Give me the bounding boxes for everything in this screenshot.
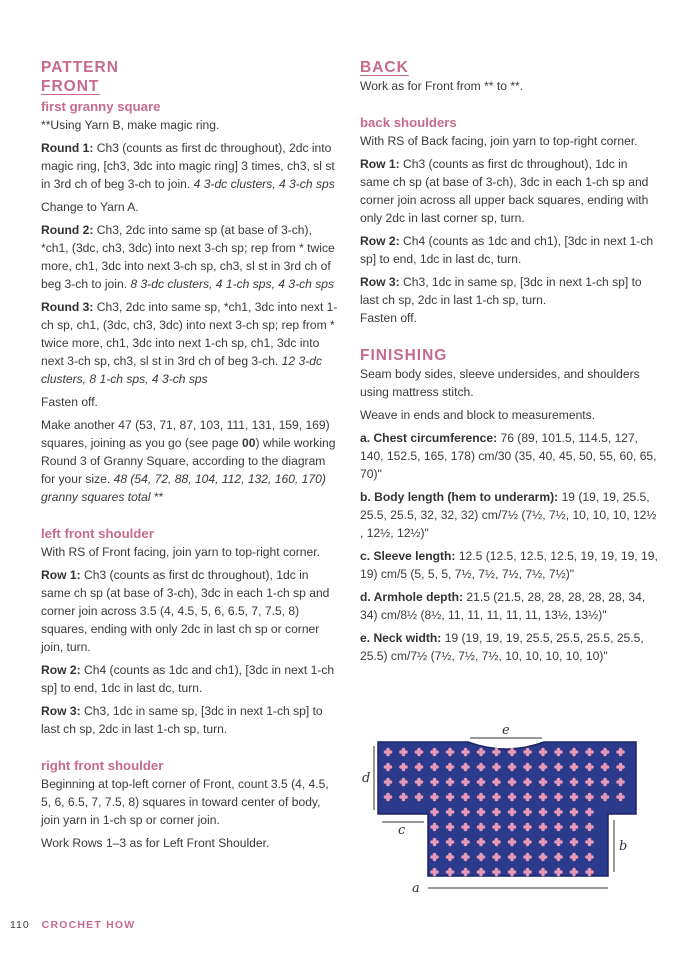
measure-d-label: d. Armhole depth: xyxy=(360,590,464,604)
dot-petal xyxy=(495,780,499,784)
granny-round-3 xyxy=(41,298,341,388)
dot-petal xyxy=(448,765,452,769)
back-heading: BACK xyxy=(360,59,409,76)
dot-petal xyxy=(448,795,452,799)
dot-petal xyxy=(402,780,406,784)
dot-petal xyxy=(557,810,561,814)
dot-petal xyxy=(526,855,530,859)
dot-petal xyxy=(464,795,468,799)
measure-a-text: 76 (89, 101.5, 114.5, 127, 140, 152.5, 165, 178) cm/30 (35, 40, 45, 50, 55, 60, 65, 70)" xyxy=(360,431,657,481)
dot-petal xyxy=(572,795,576,799)
dot-petal xyxy=(588,870,592,874)
dot-petal xyxy=(479,765,483,769)
dot-petal xyxy=(572,825,576,829)
dot-petal xyxy=(417,765,421,769)
lf-row-3-label: Row 3: xyxy=(41,704,81,718)
dot-petal xyxy=(619,795,623,799)
dot-petal xyxy=(603,750,607,754)
left-front-row-3 xyxy=(41,702,341,738)
dot-petal xyxy=(541,750,545,754)
dot-petal xyxy=(588,810,592,814)
first-granny-square-heading: first granny square xyxy=(41,99,161,114)
dot-petal xyxy=(448,840,452,844)
dot-petal xyxy=(417,795,421,799)
right-front-shoulder-heading: right front shoulder xyxy=(41,758,164,773)
round-1-count: 4 3-dc clusters, 4 3-ch sps xyxy=(193,177,335,191)
dot-petal xyxy=(541,855,545,859)
bs-row-3-label: Row 3: xyxy=(360,275,400,289)
measure-a-label: a. Chest circumference: xyxy=(360,431,498,445)
dot-petal xyxy=(464,780,468,784)
dot-petal xyxy=(417,750,421,754)
measure-c-text: 12.5 (12.5, 12.5, 12.5, 19, 19, 19, 19, 19) cm/5 (5, 5, 5, 7½, 7½, 7½, 7½, 7½)" xyxy=(360,549,658,581)
granny-fasten-off: Fasten off. xyxy=(41,395,98,409)
book-title: CROCHET HOW xyxy=(41,919,136,931)
dot-petal xyxy=(479,855,483,859)
dot-petal xyxy=(402,765,406,769)
dot-petal xyxy=(510,780,514,784)
left-front-row-2 xyxy=(41,661,341,697)
bs-row-3-text: Ch3, 1dc in same sp, [3dc in next 1-ch sp] to last ch sp, 2dc in last 1-ch sp, turn. xyxy=(360,275,642,307)
dot-petal xyxy=(495,855,499,859)
dot-petal xyxy=(479,825,483,829)
dot-petal xyxy=(510,765,514,769)
label-c: c xyxy=(398,823,406,838)
back-row-3 xyxy=(360,273,660,309)
round-3-count: 12 3-dc clusters, 8 1-ch sps, 4 3-ch sps xyxy=(41,354,322,386)
round-1-label: Round 1: xyxy=(41,141,94,155)
page-number: 110 xyxy=(10,919,30,931)
dot-petal xyxy=(572,780,576,784)
dot-petal xyxy=(495,840,499,844)
measure-c xyxy=(360,547,660,583)
dot-petal xyxy=(572,810,576,814)
lf-row-3-text: Ch3, 1dc in same sp, [3dc in next 1-ch sp] to last ch sp, 2dc in last 1-ch sp, turn. xyxy=(41,704,323,736)
make-text-b: ) while working Round 3 of Granny Square, according to the diagram for your size. xyxy=(41,436,336,486)
dot-petal xyxy=(526,795,530,799)
dot-petal xyxy=(603,765,607,769)
dot-petal xyxy=(464,870,468,874)
dot-petal xyxy=(541,825,545,829)
dot-petal xyxy=(479,795,483,799)
sweater-body-shape xyxy=(378,742,636,876)
schematic-svg xyxy=(356,726,656,901)
measure-a xyxy=(360,429,660,483)
left-column xyxy=(41,58,341,857)
dot-petal xyxy=(557,840,561,844)
dot-petal xyxy=(526,750,530,754)
dot-petal xyxy=(433,840,437,844)
finishing-seam: Seam body sides, sleeve undersides, and shoulders using mattress stitch. xyxy=(360,367,640,399)
dot-petal xyxy=(433,765,437,769)
measure-c-label: c. Sleeve length: xyxy=(360,549,456,563)
dot-petal xyxy=(557,855,561,859)
page-footer xyxy=(10,919,135,931)
measure-b-label: b. Body length (hem to underarm): xyxy=(360,490,559,504)
dot-petal xyxy=(433,780,437,784)
label-a: a xyxy=(412,881,420,896)
dot-petal xyxy=(479,780,483,784)
dot-petal xyxy=(464,840,468,844)
dot-petal xyxy=(510,825,514,829)
left-front-intro: With RS of Front facing, join yarn to top-right corner. xyxy=(41,545,320,559)
dot-petal xyxy=(479,840,483,844)
back-row-2 xyxy=(360,232,660,268)
dot-petal xyxy=(510,870,514,874)
bs-row-1-label: Row 1: xyxy=(360,157,400,171)
right-front-work: Work Rows 1–3 as for Left Front Shoulder. xyxy=(41,836,270,850)
finishing-weave: Weave in ends and block to measurements. xyxy=(360,408,596,422)
dot-petal xyxy=(495,825,499,829)
lf-row-1-label: Row 1: xyxy=(41,568,81,582)
lf-row-1-text: Ch3 (counts as first dc throughout), 1dc in same ch sp (at base of 3-ch), 3dc in each 1-ch sp and corner join across 3.5 (4, 4.5, 5, 6, 6.5, 7, 7.5, 8) squares, ending with only 2dc in last ch sp or corner join, turn. xyxy=(41,568,330,654)
dot-petal xyxy=(557,780,561,784)
measure-e xyxy=(360,629,660,665)
dot-petal xyxy=(557,825,561,829)
dot-petal xyxy=(541,870,545,874)
dot-petal xyxy=(541,840,545,844)
dot-petal xyxy=(479,810,483,814)
dot-petal xyxy=(603,780,607,784)
dot-petal xyxy=(448,825,452,829)
back-shoulders-intro: With RS of Back facing, join yarn to top-right corner. xyxy=(360,134,638,148)
page-ref: 00 xyxy=(242,436,256,450)
dot-petal xyxy=(495,810,499,814)
dot-petal xyxy=(464,855,468,859)
dot-petal xyxy=(448,780,452,784)
dot-petal xyxy=(433,870,437,874)
dot-petal xyxy=(433,795,437,799)
dot-petal xyxy=(448,750,452,754)
round-3-text: Ch3, 2dc into same sp, *ch1, 3dc into next 1-ch sp, ch1, (3dc, ch3, 3dc) into next 3-ch sp; rep from * twice more, ch1, 3dc into next 1-ch sp, ch1, 3dc into next 3-ch sp, ch3, sl st in 3rd ch of beg 3-ch. xyxy=(41,300,338,368)
dot-petal xyxy=(433,825,437,829)
dot-petal xyxy=(386,750,390,754)
dot-petal xyxy=(402,795,406,799)
bs-row-1-text: Ch3 (counts as first dc throughout), 1dc in same ch sp (at base of 3-ch), 3dc in each 1-ch sp and corner join across all upper back squares, ending with only 2dc in last corner sp, turn. xyxy=(360,157,649,225)
dot-petal xyxy=(588,750,592,754)
lf-row-2-text: Ch4 (counts as 1dc and ch1), [3dc in next 1-ch sp] to end, 1dc in last dc, turn. xyxy=(41,663,335,695)
dot-petal xyxy=(510,855,514,859)
dot-petal xyxy=(510,810,514,814)
dot-petal xyxy=(557,750,561,754)
dot-petal xyxy=(464,765,468,769)
dot-petal xyxy=(572,855,576,859)
dot-petal xyxy=(541,810,545,814)
granny-intro: **Using Yarn B, make magic ring. xyxy=(41,118,220,132)
back-fasten-off: Fasten off. xyxy=(360,311,417,325)
dot-petal xyxy=(526,840,530,844)
dot-petal xyxy=(557,795,561,799)
granny-round-1 xyxy=(41,139,341,193)
dot-petal xyxy=(495,750,499,754)
dot-petal xyxy=(588,780,592,784)
bs-row-2-text: Ch4 (counts as 1dc and ch1), [3dc in next 1-ch sp] to end, 1dc in last dc, turn. xyxy=(360,234,654,266)
dot-petal xyxy=(526,780,530,784)
dot-petal xyxy=(417,780,421,784)
dot-petal xyxy=(386,780,390,784)
dot-petal xyxy=(495,795,499,799)
dot-petal xyxy=(526,825,530,829)
dot-petal xyxy=(619,780,623,784)
right-column xyxy=(360,58,660,670)
dot-petal xyxy=(541,765,545,769)
round-3-label: Round 3: xyxy=(41,300,94,314)
dot-petal xyxy=(433,855,437,859)
dot-petal xyxy=(526,870,530,874)
dot-petal xyxy=(448,870,452,874)
dot-petal xyxy=(386,765,390,769)
dot-petal xyxy=(588,855,592,859)
bs-row-2-label: Row 2: xyxy=(360,234,400,248)
measure-d-text: 21.5 (21.5, 28, 28, 28, 28, 28, 34, 34) cm/8½ (8½, 11, 11, 11, 11, 11, 13½, 13½)" xyxy=(360,590,646,622)
dot-petal xyxy=(386,795,390,799)
measure-e-text: 19 (19, 19, 19, 25.5, 25.5, 25.5, 25.5, 25.5) cm/7½ (7½, 7½, 7½, 10, 10, 10, 10, 10)" xyxy=(360,631,644,663)
back-intro: Work as for Front from ** to **. xyxy=(360,79,524,93)
dot-petal xyxy=(495,765,499,769)
make-end: ** xyxy=(150,490,164,504)
dot-petal xyxy=(603,795,607,799)
granny-round-2 xyxy=(41,221,341,293)
dot-petal xyxy=(464,825,468,829)
dot-petal xyxy=(464,810,468,814)
label-e: e xyxy=(502,726,510,738)
measure-d xyxy=(360,588,660,624)
left-front-row-1 xyxy=(41,566,341,656)
round-2-text: Ch3, 2dc into same sp (at base of 3-ch), *ch1, (3dc, ch3, 3dc) into next 3-ch sp; rep from * twice more, ch1, 3dc into next 3-ch sp, ch3, sl st in 3rd ch of beg 3-ch to join. xyxy=(41,223,335,291)
make-text-a: Make another 47 (53, 71, 87, 103, 111, 131, 159, 169) squares, joining as you go (see page xyxy=(41,418,330,450)
back-shoulders-heading: back shoulders xyxy=(360,115,457,130)
round-2-label: Round 2: xyxy=(41,223,94,237)
change-yarn: Change to Yarn A. xyxy=(41,200,139,214)
dot-petal xyxy=(526,810,530,814)
dot-petal xyxy=(479,870,483,874)
dot-petal xyxy=(572,870,576,874)
dot-petal xyxy=(557,765,561,769)
dot-petal xyxy=(402,750,406,754)
dot-petal xyxy=(448,855,452,859)
round-2-count: 8 3-dc clusters, 4 1-ch sps, 4 3-ch sps xyxy=(130,277,335,291)
dot-petal xyxy=(557,870,561,874)
dot-petal xyxy=(510,750,514,754)
right-front-intro: Beginning at top-left corner of Front, count 3.5 (4, 4.5, 5, 6, 6.5, 7, 7.5, 8) squares in toward center of body, join yarn in 1-ch sp or corner join. xyxy=(41,777,329,827)
make-count: 48 (54, 72, 88, 104, 112, 132, 160, 170) granny squares total xyxy=(41,472,326,504)
dot-petal xyxy=(588,825,592,829)
dot-petal xyxy=(588,795,592,799)
front-heading: FRONT xyxy=(41,78,100,95)
finishing-heading: FINISHING xyxy=(360,347,448,364)
dot-petal xyxy=(433,810,437,814)
dot-petal xyxy=(495,870,499,874)
measure-b-text: 19 (19, 19, 25.5, 25.5, 25.5, 32, 32, 32) cm/7½ (7½, 7½, 10, 10, 10, 12½ , 12½, 12½)" xyxy=(360,490,657,540)
make-more-squares xyxy=(41,416,341,506)
dot-petal xyxy=(541,780,545,784)
dot-petal xyxy=(448,810,452,814)
left-front-shoulder-heading: left front shoulder xyxy=(41,526,154,541)
dot-petal xyxy=(572,765,576,769)
dot-petal xyxy=(588,765,592,769)
back-row-1 xyxy=(360,155,660,227)
dot-petal xyxy=(619,750,623,754)
measure-b xyxy=(360,488,660,542)
round-1-text: Ch3 (counts as first dc throughout), 2dc into magic ring, [ch3, 3dc into magic ring] 3 times, ch3, sl st in 3rd ch of beg 3-ch to join. xyxy=(41,141,335,191)
lf-row-2-label: Row 2: xyxy=(41,663,81,677)
dot-petal xyxy=(541,795,545,799)
dot-petal xyxy=(572,750,576,754)
pattern-heading: PATTERN xyxy=(41,59,119,76)
dot-petal xyxy=(526,765,530,769)
label-b: b xyxy=(619,839,628,854)
dot-petal xyxy=(572,840,576,844)
dot-petal xyxy=(588,840,592,844)
dot-petal xyxy=(510,840,514,844)
dot-petal xyxy=(510,795,514,799)
sweater-schematic xyxy=(356,726,656,901)
label-d: d xyxy=(362,771,371,786)
dot-petal xyxy=(479,750,483,754)
dot-petal xyxy=(433,750,437,754)
measure-e-label: e. Neck width: xyxy=(360,631,442,645)
dot-petal xyxy=(464,750,468,754)
dot-petal xyxy=(619,765,623,769)
